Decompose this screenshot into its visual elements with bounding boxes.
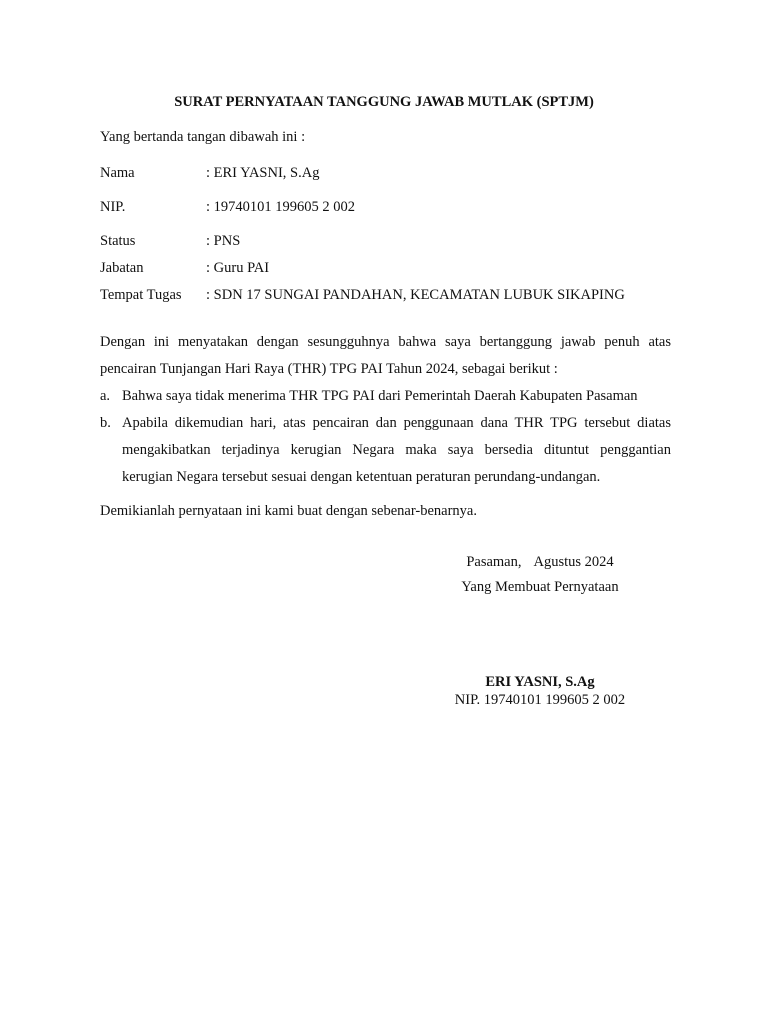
field-label-tempat-tugas: Tempat Tugas: [100, 287, 182, 303]
list-item-text: Bahwa saya tidak menerima THR TPG PAI dari Pemerintah Daerah Kabupaten Pasaman: [122, 388, 638, 404]
signature-place-date: [430, 554, 650, 571]
closing-text: Demikianlah pernyataan ini kami buat dengan sebenar-benarnya.: [100, 503, 477, 519]
signatory-name: ERI YASNI, S.Ag: [485, 674, 595, 690]
statement-line: pencairan Tunjangan Hari Raya (THR) TPG PAI Tahun 2024, sebagai berikut :: [100, 361, 558, 377]
list-item-marker: b.: [100, 415, 111, 431]
signature-date: Agustus 2024: [533, 554, 614, 570]
list-item-text: mengakibatkan terjadinya kerugian Negara maka saya bersedia dituntut penggantian: [122, 442, 671, 458]
signatory-nip: NIP. 19740101 199605 2 002: [454, 692, 626, 708]
field-label-nama: Nama: [100, 165, 135, 181]
field-value-jabatan: : Guru PAI: [206, 260, 270, 276]
field-label-jabatan: Jabatan: [100, 260, 144, 276]
list-item-marker: a.: [100, 388, 111, 404]
field-value-tempat-tugas: : SDN 17 SUNGAI PANDAHAN, KECAMATAN LUBUK SIKAPING: [206, 287, 625, 303]
statement-line: Dengan ini menyatakan dengan sesungguhnya bahwa saya bertanggung jawab penuh atas: [100, 334, 671, 350]
field-value-status: : PNS: [206, 233, 241, 249]
signature-role: Yang Membuat Pernyataan: [461, 579, 619, 595]
field-label-status: Status: [100, 233, 136, 249]
field-value-nip: : 19740101 199605 2 002: [206, 199, 356, 215]
field-value-nama: : ERI YASNI, S.Ag: [206, 165, 320, 181]
field-label-nip: NIP.: [100, 199, 126, 215]
signature-place: Pasaman,: [466, 554, 522, 570]
document-title: SURAT PERNYATAAN TANGGUNG JAWAB MUTLAK (SPTJM): [174, 94, 594, 110]
intro-text: Yang bertanda tangan dibawah ini :: [100, 129, 306, 145]
list-item-text: kerugian Negara tersebut sesuai dengan ketentuan peraturan perundang-undangan.: [122, 469, 601, 485]
list-item-text: Apabila dikemudian hari, atas pencairan dan penggunaan dana THR TPG tersebut diatas: [122, 415, 671, 431]
